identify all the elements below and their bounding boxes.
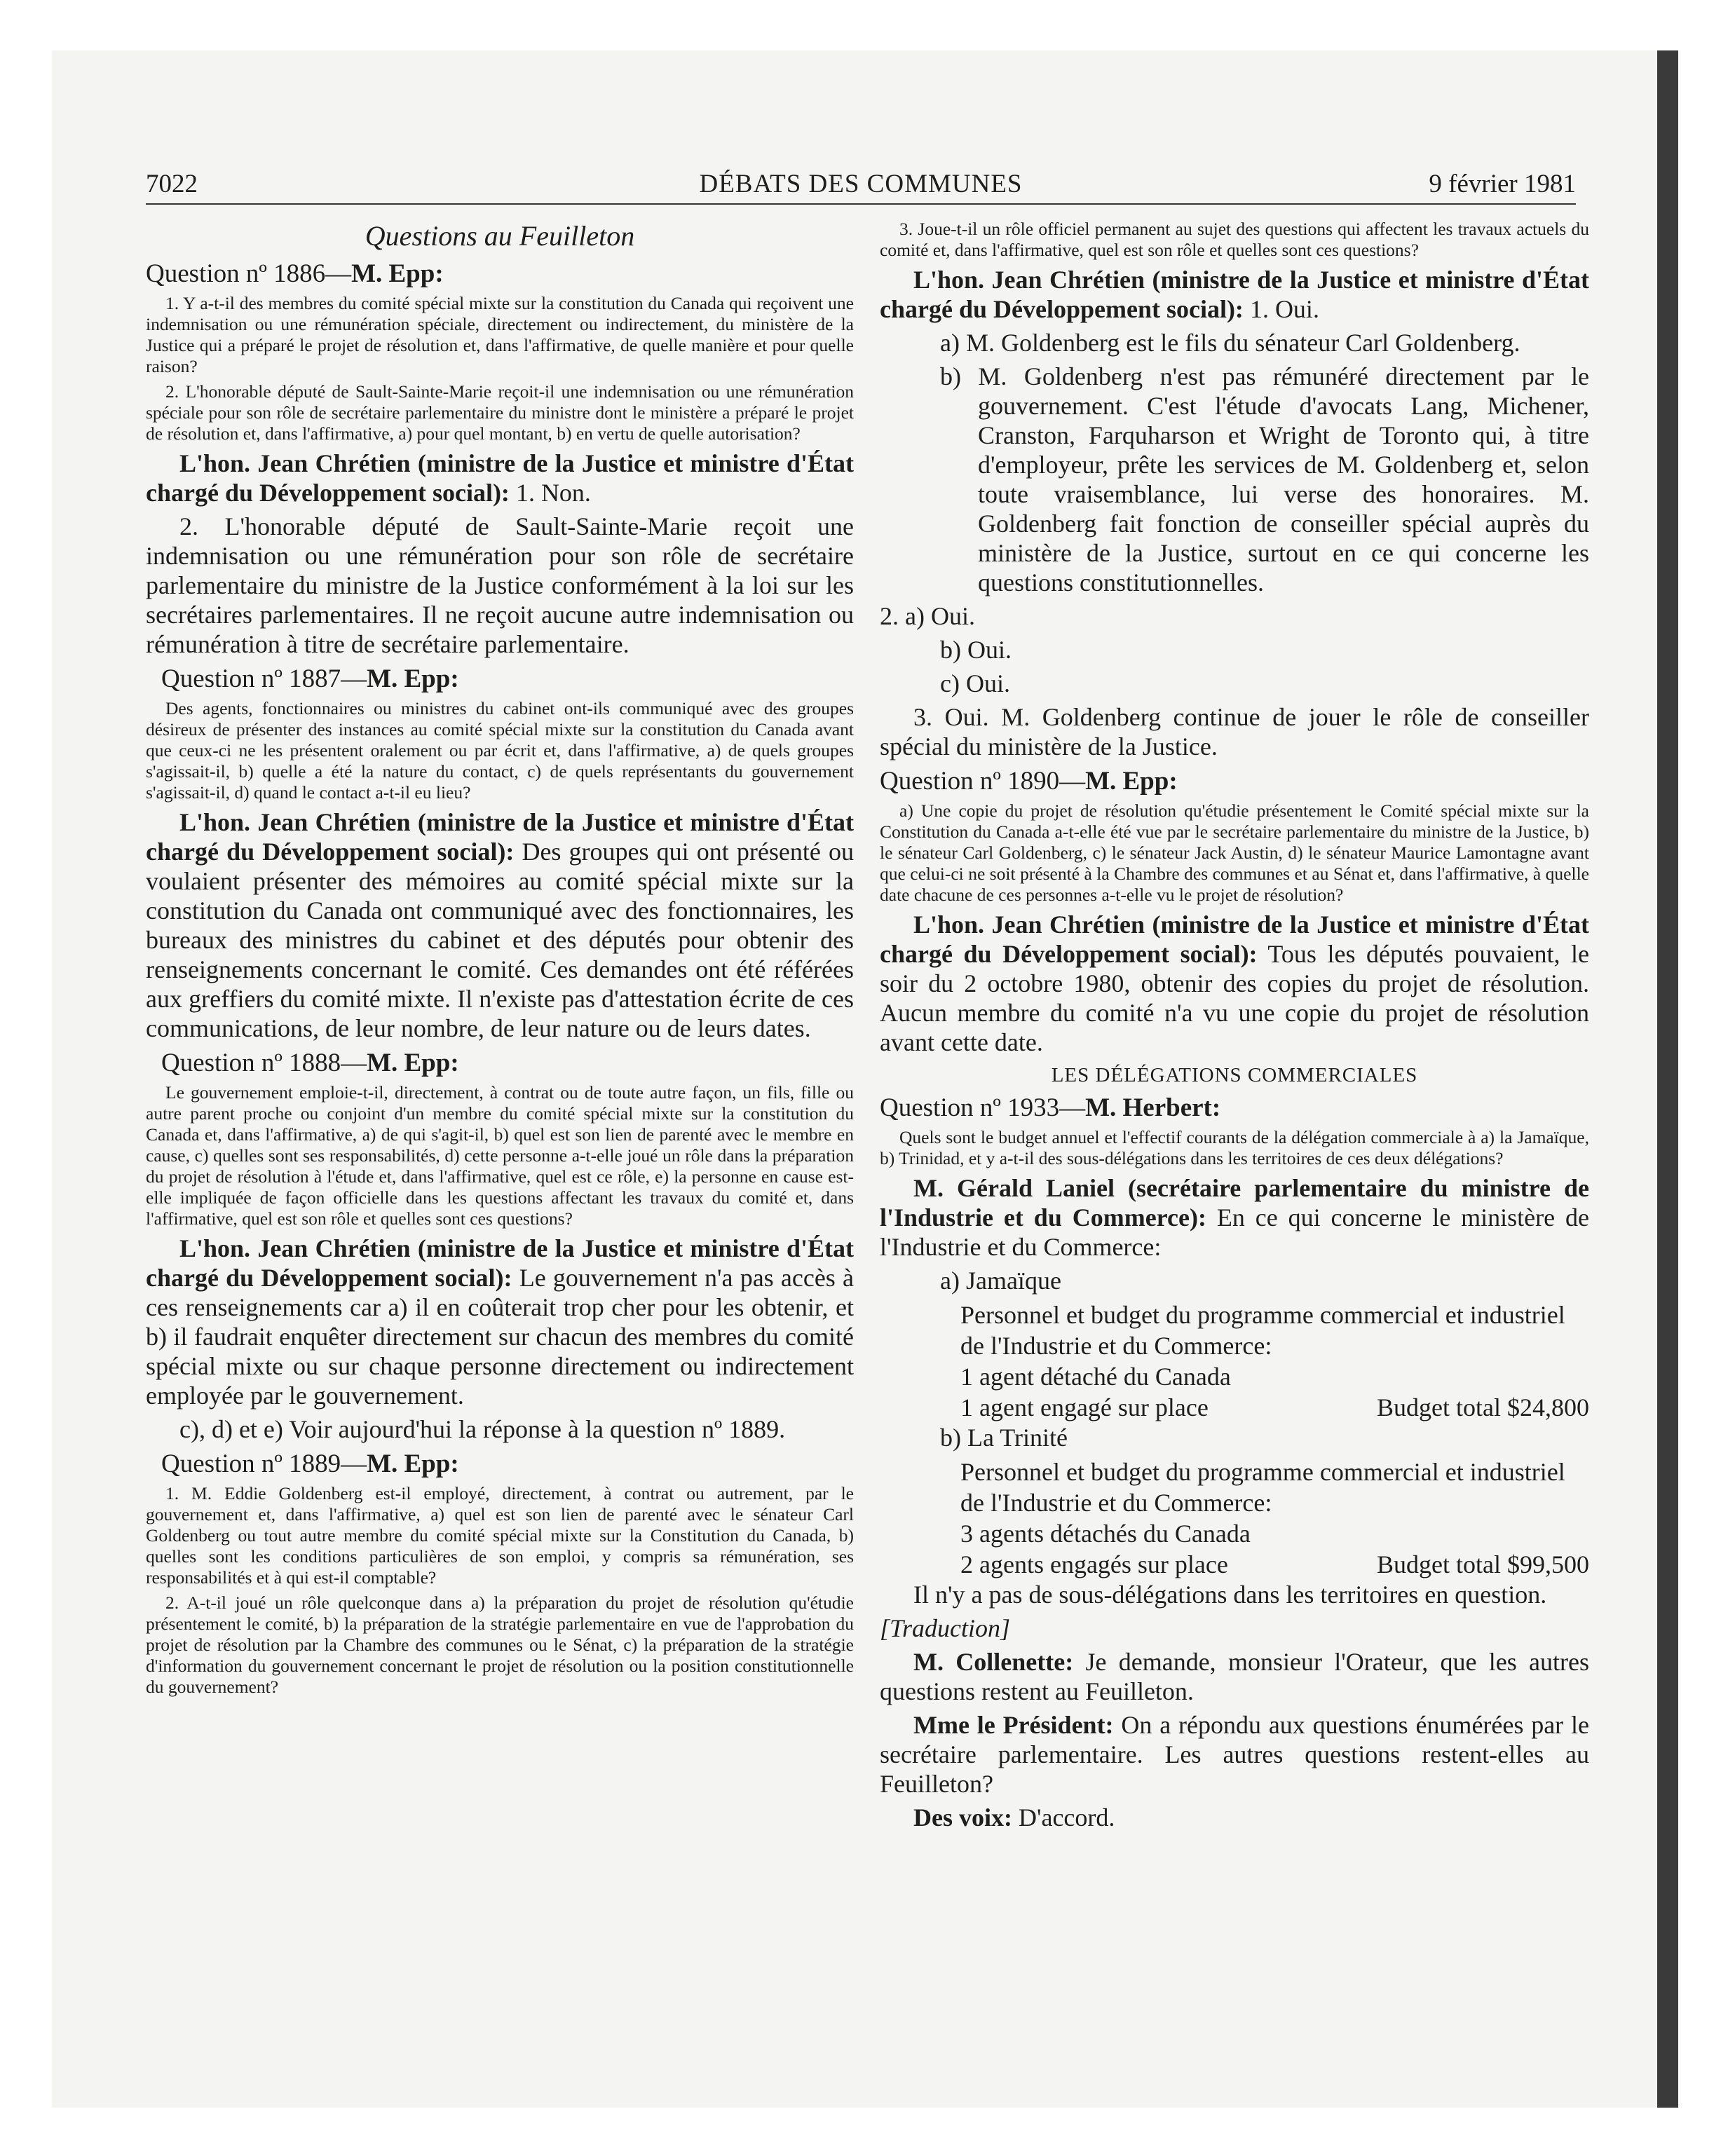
speaker-name: L'hon. Jean Chrétien (ministre de la Justice et ministre d'État chargé du Développement social):: [146, 1234, 854, 1292]
speaker-name: L'hon. Jean Chrétien (ministre de la Justice et ministre d'État chargé du Développement social):: [146, 808, 854, 866]
speech-text: D'accord.: [1012, 1803, 1115, 1831]
speech-text: On a répondu aux questions énumérées par le secrétaire parlementaire. Les autres questions restent-elles au Feuilleton?: [880, 1711, 1589, 1798]
answer-item: 2. a) Oui.: [880, 602, 975, 630]
speaker-name: Des voix:: [913, 1803, 1012, 1831]
journal-title: DÉBATS DES COMMUNES: [699, 170, 1023, 198]
delegation-program: Personnel et budget du programme commercial et industriel de l'Industrie et du Commerce:: [960, 1301, 1565, 1360]
question-label: Question nº 1886—: [146, 259, 352, 288]
delegation-staff: 3 agents détachés du Canada: [960, 1520, 1251, 1548]
page-header: [146, 167, 1576, 205]
speech-paragraph: [880, 1803, 1589, 1832]
question-member: M. Epp:: [351, 259, 444, 288]
translation-tag: [Traduction]: [880, 1614, 1011, 1642]
delegation-budget-row: [960, 1392, 1589, 1423]
question-heading-1886: [146, 258, 854, 290]
question-member: M. Epp:: [1085, 767, 1178, 796]
question-label: Question nº 1888—: [161, 1049, 367, 1077]
speaker-name: M. Collenette:: [913, 1648, 1074, 1676]
question-text: 1. Y a-t-il des membres du comité spécial mixte sur la constitution du Canada qui reçoivent une indemnisation ou une rémunération spéciale, directement ou indirectement, du ministère de la Justice qui a préparé le projet de résolution et, dans l'affirmative, de quelle manière et pour quelle raison?: [146, 293, 854, 376]
answer-text: En ce qui concerne le ministère de l'Industrie et du Commerce:: [880, 1203, 1589, 1261]
delegation-budget: Budget total $24,800: [1377, 1393, 1589, 1421]
question-text: 2. A-t-il joué un rôle quelconque dans a) la préparation du projet de résolution qu'étudie présentement le comité, b) la préparation de la stratégie parlementaire en vue de l'approbation du projet de résolution par la Chambre des communes ou le Sénat, c) la préparation de la stratégie d'information du gouvernement concernant le projet de résolution ou la position constitutionnelle du gouvernement?: [146, 1592, 854, 1697]
question-heading-1889: [161, 1448, 854, 1480]
answer-item: b) Oui.: [940, 636, 1012, 664]
answer-text: Des groupes qui ont présenté ou voulaient présenter des mémoires au comité spécial mixte sur la constitution du Canada ont communiqué avec des fonctionnaires, les bureaux des ministres du cabinet et des députés pour obtenir des renseignements concernant le comité. Ces demandes ont été référées aux greffiers du comité mixte. Il n'existe pas d'attestation écrite de ces communications, de leur nombre, de leur nature ou de leurs dates.: [146, 838, 854, 1042]
delegation-program: Personnel et budget du programme commercial et industriel de l'Industrie et du Commerce:: [960, 1458, 1565, 1517]
delegation-label: a) Jamaïque: [940, 1267, 1061, 1295]
speaker-name: L'hon. Jean Chrétien (ministre de la Justice et ministre d'État chargé du Développement social):: [880, 910, 1589, 968]
question-member: M. Epp:: [367, 1049, 459, 1077]
speech-text: Je demande, monsieur l'Orateur, que les autres questions restent au Feuilleton.: [880, 1648, 1589, 1705]
answer-item: c) Oui.: [940, 669, 1010, 697]
question-label: Question nº 1933—: [880, 1093, 1086, 1122]
speech-paragraph: [880, 1647, 1589, 1706]
answer-text: Le gouvernement n'a pas accès à ces renseignements car a) il en coûterait trop cher pour les obtenir, et b) il faudrait enquêter directement sur chacun des membres du comité spécial mixte ou sur chaque personne directement ou indirectement employée par le gouvernement.: [146, 1264, 854, 1410]
delegation-budget-row: [960, 1549, 1589, 1580]
speech-paragraph: [880, 1710, 1589, 1799]
question-member: M. Herbert:: [1085, 1093, 1221, 1122]
speaker-name: Mme le Président:: [913, 1711, 1114, 1739]
delegation-budget: Budget total $99,500: [1377, 1550, 1589, 1578]
right-column: [880, 219, 1589, 1836]
left-column: [146, 219, 854, 1702]
page-number: 7022: [146, 170, 198, 198]
delegation-staff: 1 agent détaché du Canada: [960, 1363, 1231, 1391]
speaker-name: L'hon. Jean Chrétien (ministre de la Justice et ministre d'État chargé du Développement social):: [880, 266, 1589, 323]
delegation-label: b) La Trinité: [940, 1424, 1068, 1452]
speaker-name: L'hon. Jean Chrétien (ministre de la Justice et ministre d'État chargé du Développement social):: [146, 449, 854, 507]
section-title-commercial: LES DÉLÉGATIONS COMMERCIALES: [1051, 1064, 1418, 1086]
question-text: Le gouvernement emploie-t-il, directement, à contrat ou de toute autre façon, un fils, fille ou autre parent proche ou conjoint d'un membre du comité spécial mixte sur la constitution du Canada et, dans l'affirmative, a) de qui s'agit-il, b) quel est son lien de parenté avec le membre en cause, c) quelles sont ses responsabilités, d) cette personne a-t-elle joué un rôle dans la préparation du projet de résolution à l'étude et, dans l'affirmative, quel est ce rôle, e) la personne en cause est-elle impliquée de façon officielle dans les questions affectant les travaux du comité et, dans l'affirmative, quel est son rôle et quelles sont ces questions?: [146, 1082, 854, 1229]
question-label: Question nº 1889—: [161, 1449, 367, 1478]
question-heading-1890: [880, 765, 1589, 798]
issue-date: 9 février 1981: [1429, 170, 1576, 198]
question-text: Des agents, fonctionnaires ou ministres du cabinet ont-ils communiqué avec des groupes désireux de présenter des instances au comité spécial mixte sur la constitution du Canada avant que ceux-ci ne les présentent oralement ou par écrit et, dans l'affirmative, a) de quels groupes s'agissait-il, b) quelle a été la nature du contact, c) de quels représentants du gouvernement s'agissait-il, d) quand le contact a-t-il eu lieu?: [146, 698, 854, 803]
answer-paragraph: 2. L'honorable député de Sault-Sainte-Marie reçoit une indemnisation ou une rémunération pour son rôle de secrétaire parlementaire du ministre de la Justice conformément à la loi sur les secrétaires parlementaires. Il ne reçoit aucune autre indemnisation ou rémunération à titre de secrétaire parlementaire.: [146, 512, 854, 658]
question-label: Question nº 1890—: [880, 767, 1086, 796]
question-text: a) Une copie du projet de résolution qu'étudie présentement le Comité spécial mixte sur la Constitution du Canada a-t-elle été vue par le secrétaire parlementaire du ministre de la Justice, b) le sénateur Carl Goldenberg, c) le sénateur Jack Austin, d) le sénateur Maurice Lamontagne avant que celui-ci ne soit présenté à la Chambre des communes et au Sénat et, dans l'affirmative, à quelle date chacune de ces personnes a-t-elle vu le projet de résolution?: [880, 800, 1589, 905]
question-text: 2. L'honorable député de Sault-Sainte-Marie reçoit-il une indemnisation ou une rémunération spéciale pour son rôle de secrétaire parlementaire du ministre dont le ministère a préparé le projet de résolution et, dans l'affirmative, a) pour quel montant, b) en vertu de quelle autorisation?: [146, 381, 854, 444]
answer-paragraph: [146, 1234, 854, 1410]
question-member: M. Epp:: [367, 664, 459, 693]
question-label: Question nº 1887—: [161, 664, 367, 693]
answer-text: 1. Non.: [509, 479, 591, 507]
answer-item: b) M. Goldenberg n'est pas rémunéré directement par le gouvernement. C'est l'étude d'avocats Lang, Michener, Cranston, Farquharson et Wright de Toronto qui, à titre d'employeur, prête les services de M. Goldenberg et, selon toute vraisemblance, lui verse des honoraires. M. Goldenberg fait fonction de conseiller spécial auprès du ministère de la Justice, surtout en ce qui concerne les questions constitutionnelles.: [940, 362, 1589, 596]
question-text: 3. Joue-t-il un rôle officiel permanent au sujet des questions qui affectent les travaux actuels du comité et, dans l'affirmative, quel est son rôle et quelles sont ces questions?: [880, 219, 1589, 260]
scan-edge-bar: [1657, 50, 1678, 2108]
answer-paragraph: 3. Oui. M. Goldenberg continue de jouer le rôle de conseiller spécial du ministère de la Justice.: [880, 703, 1589, 760]
answer-text: Tous les députés pouvaient, le soir du 2 octobre 1980, obtenir des copies du projet de résolution. Aucun membre du comité n'a vu une copie du projet de résolution avant cette date.: [880, 940, 1589, 1056]
question-heading-1887: [161, 663, 854, 695]
speaker-name: M. Gérald Laniel (secrétaire parlementaire du ministre de l'Industrie et du Commerce):: [880, 1174, 1589, 1231]
answer-paragraph: [146, 807, 854, 1043]
answer-paragraph: Il n'y a pas de sous-délégations dans les territoires en question.: [913, 1581, 1547, 1609]
answer-item: a) M. Goldenberg est le fils du sénateur Carl Goldenberg.: [940, 329, 1520, 357]
answer-paragraph: [880, 1173, 1589, 1262]
answer-paragraph: [880, 910, 1589, 1057]
answer-paragraph: [146, 449, 854, 507]
delegation-staff: 1 agent engagé sur place: [960, 1393, 1209, 1421]
question-heading-1888: [161, 1047, 854, 1079]
delegation-staff: 2 agents engagés sur place: [960, 1550, 1228, 1578]
question-text: Quels sont le budget annuel et l'effectif courants de la délégation commerciale à a) la Jamaïque, b) Trinidad, et y a-t-il des sous-délégations dans les territoires de ces deux délégations?: [880, 1127, 1589, 1168]
section-title: Questions au Feuilleton: [365, 220, 635, 252]
question-heading-1933: [880, 1092, 1589, 1124]
answer-paragraph: c), d) et e) Voir aujourd'hui la réponse à la question nº 1889.: [179, 1415, 786, 1443]
answer-paragraph: [880, 265, 1589, 324]
answer-text: 1. Oui.: [1243, 295, 1319, 323]
question-text: 1. M. Eddie Goldenberg est-il employé, directement, à contrat ou autrement, par le gouvernement et, dans l'affirmative, a) quel est son lien de parenté avec le sénateur Carl Goldenberg ou tout autre membre du comité spécial mixte sur la Constitution du Canada, b) quelles sont les conditions particulières de son emploi, y compris sa rémunération, ses responsabilités et à qui est-il comptable?: [146, 1483, 854, 1588]
question-member: M. Epp:: [367, 1449, 459, 1478]
